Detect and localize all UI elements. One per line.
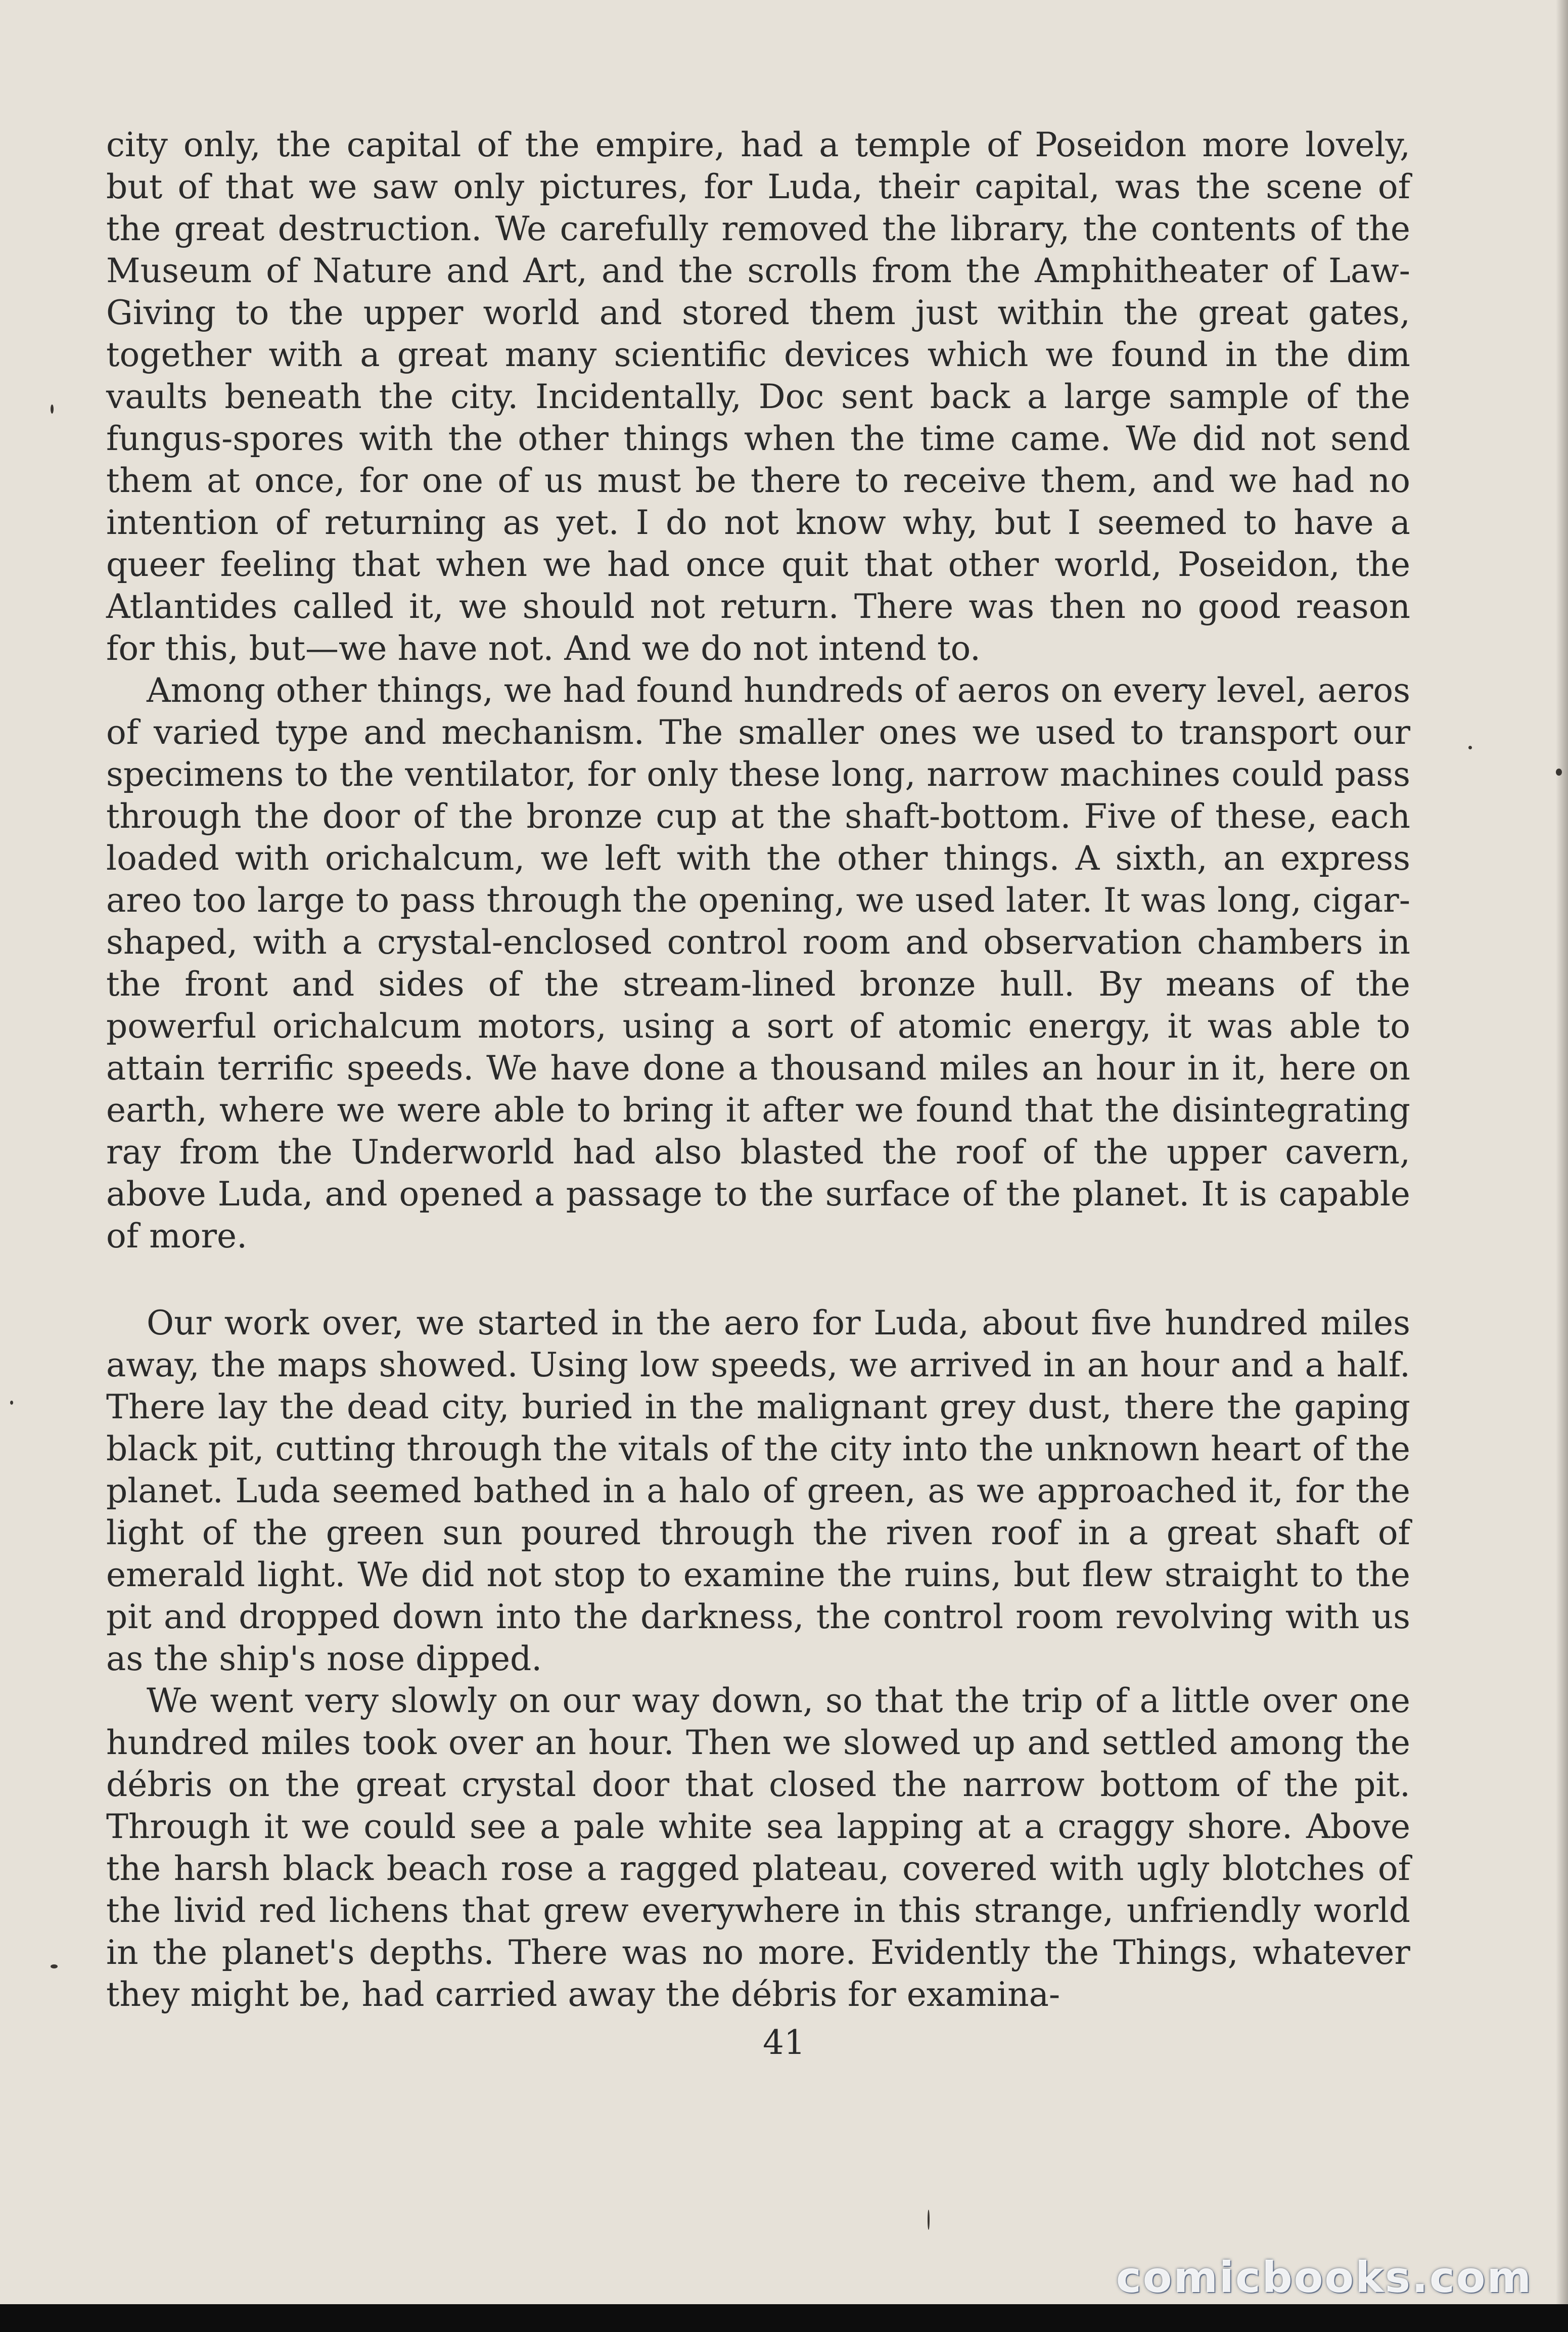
paragraph-1: city only, the capital of the empire, had a temple of Poseidon more lovely, but of that we saw only pictures, for Luda, their capital, was the scene of the great destruction. We carefully removed the library, the contents of the Museum of Nature and Art, and the scrolls from the Amphitheater of Law-Giving to the upper world and stored them just within the great gates, together with a great many scientific devices which we found in the dim vaults beneath the city. Incidentally, Doc sent back a large sample of the fungus-spores with the other things when the time came. We did not send them at once, for one of us must be there to receive them, and we had no intention of returning as yet. I do not know why, but I seemed to have a queer feeling that when we had once quit that other world, Poseidon, the Atlantides called it, we should not return. There was then no good reason for this, but—we have not. And we do not intend to. [106, 125, 1410, 668]
text-block-bottom [106, 1302, 1410, 2015]
page-number: 41 [763, 2023, 805, 2062]
watermark-logo: comicbooks.com [1116, 2253, 1533, 2302]
paragraph-3: Our work over, we started in the aero for Luda, about five hundred miles away, the maps showed. Using low speeds, we arrived in an hour and a half. There lay the dead city, buried in the malignant grey dust, there the gaping black pit, cutting through the vitals of the city into the unknown heart of the planet. Luda seemed bathed in a halo of green, as we approached it, for the light of the green sun poured through the riven roof in a great shaft of emerald light. We did not stop to examine the ruins, but flew straight to the pit and dropped down into the darkness, the control room revolving with us as the ship's nose dipped. [106, 1304, 1410, 1678]
paper-speck [10, 1401, 13, 1405]
scan-bottom-strip [0, 2304, 1568, 2332]
paragraph-2: Among other things, we had found hundreds of aeros on every level, aeros of varied type and mechanism. The smaller ones we used to transport our specimens to the ventilator, for only these long, narrow machines could pass through the door of the bronze cup at the shaft-bottom. Five of these, each loaded with orichalcum, we left with the other things. A sixth, an express areo too large to pass through the opening, we used later. It was long, cigar-shaped, with a crystal-enclosed control room and observation chambers in the front and sides of the stream-lined bronze hull. By means of the powerful orichalcum motors, using a sort of atomic energy, it was able to attain terrific speeds. We have done a thousand miles an hour in it, here on earth, where we were able to bring it after we found that the disintegrating ray from the Underworld had also blasted the roof of the upper cavern, above Luda, and opened a passage to the surface of the planet. It is capable of more. [106, 671, 1410, 1255]
page-edge-shadow [1556, 0, 1568, 2332]
paper-speck [51, 1964, 58, 1968]
paper-speck [1468, 746, 1472, 749]
paper-speck [51, 405, 54, 414]
paragraph-4: We went very slowly on our way down, so that the trip of a little over one hundred miles took over an hour. Then we slowed up and settled among the débris on the great crystal door that closed the narrow bottom of the pit. Through it we could see a pale white sea lapping at a craggy shore. Above the harsh black beach rose a ragged plateau, covered with ugly blotches of the livid red lichens that grew everywhere in this strange, unfriendly world in the planet's depths. There was no more. Evidently the Things, whatever they might be, had carried away the débris for examina- [106, 1681, 1410, 2014]
paper-speck [928, 2210, 930, 2230]
paper-speck [1556, 769, 1562, 776]
text-block-top [106, 124, 1410, 1257]
